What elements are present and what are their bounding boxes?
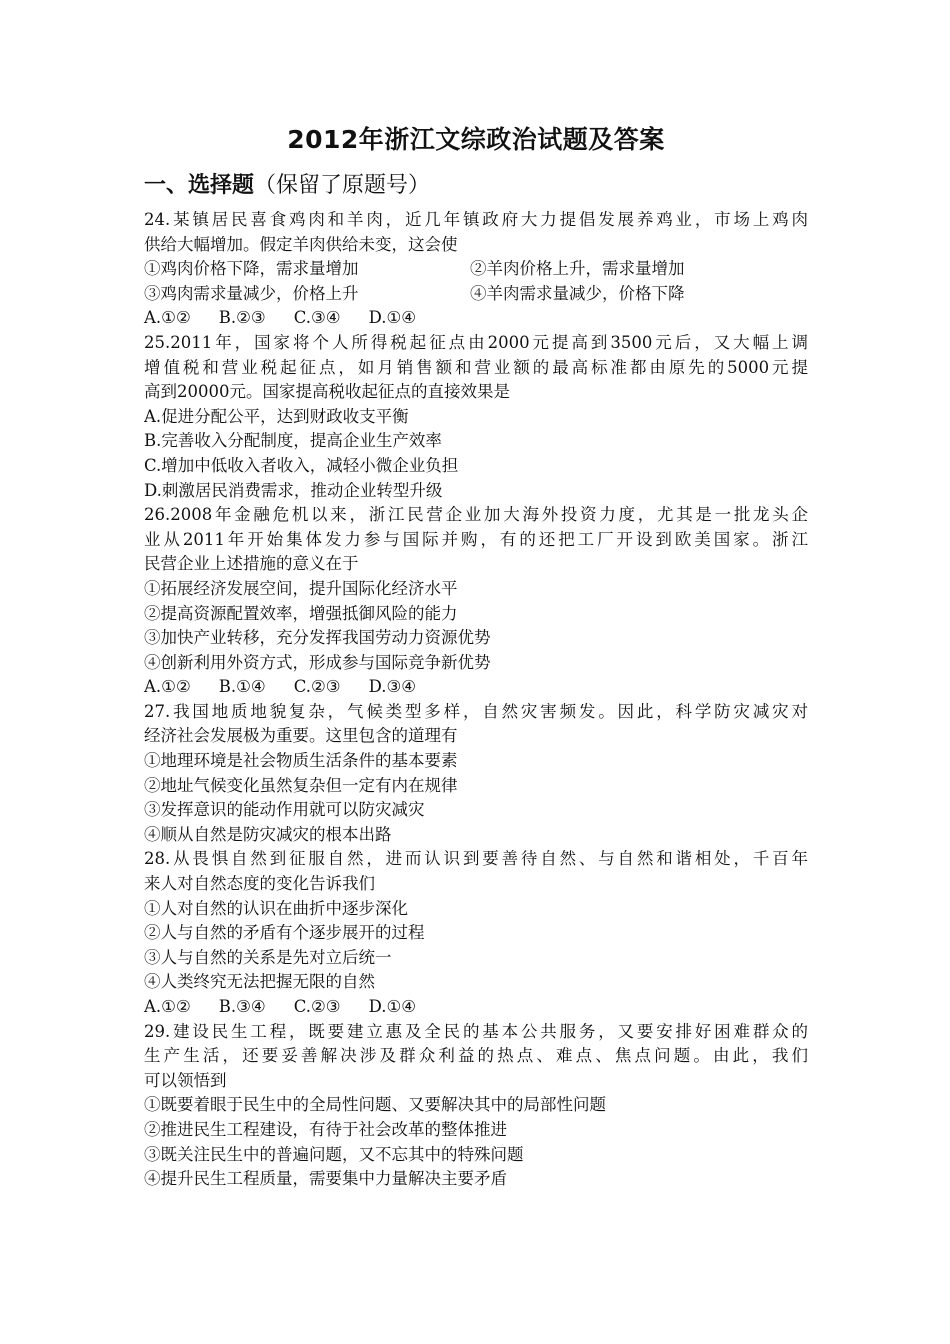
option: ③人与自然的关系是先对立后统一 (144, 947, 392, 967)
answer-choices (144, 675, 808, 700)
option-row (144, 257, 808, 282)
stem-line: 生产生活，还要妥善解决涉及群众利益的热点、难点、焦点问题。由此，我们 (144, 1046, 808, 1066)
answer-choice: D.①④ (368, 997, 417, 1016)
option: ③加快产业转移，充分发挥我国劳动力资源优势 (144, 628, 491, 648)
option: ③发挥意识的能动作用就可以防灾减灾 (144, 800, 425, 820)
stem-line: 高到20000元。国家提高税收起征点的直接效果是 (144, 382, 510, 402)
answer-choice: D.①④ (368, 308, 417, 328)
option: ④顺从自然是防灾减灾的根本出路 (144, 824, 392, 844)
question-25-stem (144, 331, 808, 405)
stem-line: 增值税和营业税起征点，如月销售额和营业额的最高标准都由原先的5000元提 (144, 357, 808, 377)
document-title: 2012年浙江文综政治试题及答案 (287, 125, 665, 154)
option: ③鸡肉需求量减少，价格上升 (144, 283, 359, 303)
section-note: （保留了原题号） (254, 173, 431, 198)
option: ①地理环境是社会物质生活条件的基本要素 (144, 751, 458, 771)
section-heading (144, 168, 808, 204)
stem-line: 来人对自然态度的变化告诉我们 (144, 874, 375, 894)
question-29-stem (144, 1020, 808, 1094)
option: ④提升民生工程质量，需要集中力量解决主要矛盾 (144, 1169, 507, 1189)
option: ④创新利用外资方式，形成参与国际竞争新优势 (144, 652, 491, 672)
option: ①人对自然的认识在曲折中逐步深化 (144, 898, 408, 918)
option: ④羊肉需求量减少，价格下降 (470, 283, 685, 303)
stem-line: 27.我国地质地貌复杂，气候类型多样，自然灾害频发。因此，科学防灾减灾对 (144, 701, 808, 721)
question-24-stem (144, 208, 808, 257)
stem-line: 29.建设民生工程，既要建立惠及全民的基本公共服务，又要安排好困难群众的 (144, 1021, 808, 1041)
question-27 (144, 700, 808, 848)
stem-line: 经济社会发展极为重要。这里包含的道理有 (144, 726, 458, 746)
stem-line: 24.某镇居民喜食鸡肉和羊肉，近几年镇政府大力提倡发展养鸡业，市场上鸡肉 (144, 210, 808, 229)
option: ①既要着眼于民生中的全局性问题、又要解决其中的局部性问题 (144, 1095, 606, 1115)
answer-choice: C.③④ (293, 308, 341, 328)
option: ④人类终究无法把握无限的自然 (144, 972, 375, 992)
stem-line: 可以领悟到 (144, 1070, 227, 1090)
section-label: 一、选择题 (144, 173, 255, 198)
stem-line: 25.2011年，国家将个人所得税起征点由2000元提高到3500元后，又大幅上调 (144, 332, 808, 352)
stem-line: 26.2008年金融危机以来，浙江民营企业加大海外投资力度，尤其是一批龙头企 (144, 505, 808, 525)
stem-line: 民营企业上述措施的意义在于 (144, 554, 359, 574)
question-28-stem (144, 847, 808, 896)
question-24 (144, 208, 808, 331)
option: ②地址气候变化虽然复杂但一定有内在规律 (144, 775, 458, 795)
option: ③既关注民生中的普遍问题，又不忘其中的特殊问题 (144, 1144, 524, 1164)
option: A.促进分配公平，达到财政收支平衡 (144, 406, 409, 426)
option: ①鸡肉价格下降，需求量增加 (144, 259, 359, 279)
question-28 (144, 847, 808, 1019)
option: ①拓展经济发展空间，提升国际化经济水平 (144, 578, 458, 598)
stem-line: 业从2011年开始集体发力参与国际并购，有的还把工厂开设到欧美国家。浙江 (144, 529, 808, 549)
option: ②人与自然的矛盾有个逐步展开的过程 (144, 923, 425, 943)
question-26-stem (144, 503, 808, 577)
answer-choice: A.①② (144, 308, 191, 328)
answer-choice: B.②③ (218, 308, 266, 328)
question-27-stem (144, 700, 808, 749)
answer-choice: A.①② (144, 677, 191, 697)
option: ②提高资源配置效率，增强抵御风险的能力 (144, 603, 458, 623)
answer-choices (144, 995, 808, 1020)
question-25 (144, 331, 808, 503)
answer-choices (144, 306, 808, 331)
answer-choice: D.③④ (368, 677, 417, 697)
answer-choice: B.③④ (218, 997, 266, 1016)
answer-choice: A.①② (144, 997, 191, 1016)
stem-line: 供给大幅增加。假定羊肉供给未变，这会使 (144, 234, 458, 254)
question-29 (144, 1020, 808, 1192)
question-26 (144, 503, 808, 700)
option: C.增加中低收入者收入，减轻小微企业负担 (144, 455, 459, 475)
option: D.刺激居民消费需求，推动企业转型升级 (144, 480, 443, 500)
document-page (144, 120, 808, 1192)
option-row (144, 282, 808, 307)
stem-line: 28.从畏惧自然到征服自然，进而认识到要善待自然、与自然和谐相处，千百年 (144, 849, 808, 869)
answer-choice: C.②③ (293, 677, 341, 697)
answer-choice: B.①④ (218, 677, 266, 697)
answer-choice: C.②③ (293, 997, 341, 1016)
option: ②羊肉价格上升，需求量增加 (470, 259, 685, 279)
option: B.完善收入分配制度，提高企业生产效率 (144, 431, 442, 451)
option: ②推进民生工程建设，有待于社会改革的整体推进 (144, 1119, 507, 1139)
